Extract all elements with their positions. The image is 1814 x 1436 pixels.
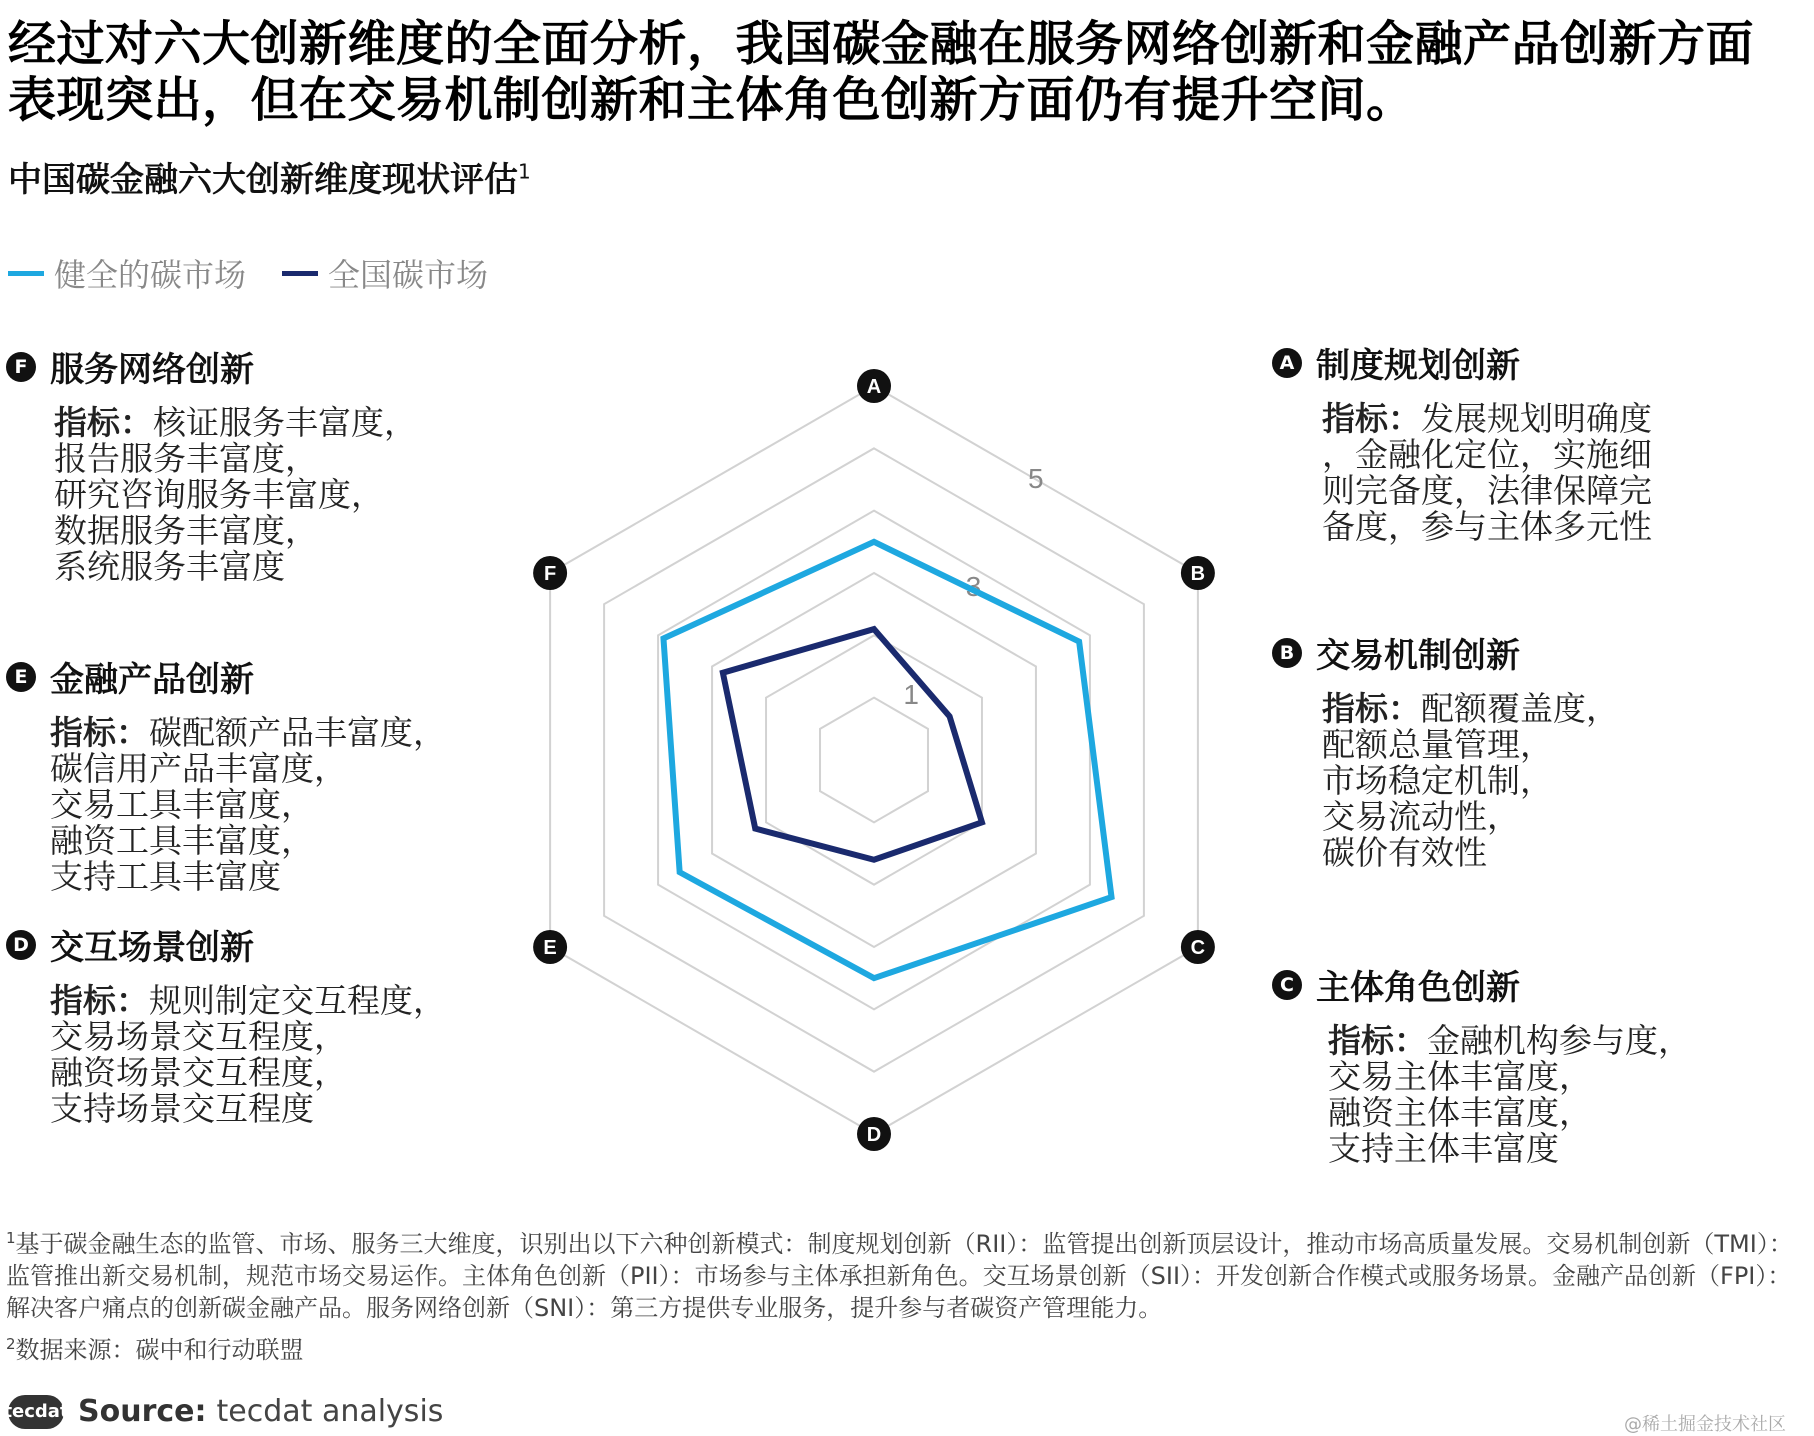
dimension-indicators: 指标：碳配额产品丰富度， 碳信用产品丰富度， 交易工具丰富度， 融资工具丰富度， 支持工具丰富度: [50, 713, 446, 896]
badge-f: F: [6, 352, 36, 382]
grid-ring-6: [550, 386, 1198, 1134]
badge-c: C: [1272, 970, 1302, 1000]
dimension-indicators: 指标：发展规划明确度 ，金融化定位，实施细 则完备度，法律保障完 备度，参与主体多元性: [1322, 399, 1652, 546]
source-text: tecdat analysis: [216, 1394, 444, 1429]
headline: 经过对六大创新维度的全面分析，我国碳金融在服务网络创新和金融产品创新方面表现突出，但在交易机制创新和主体角色创新方面仍有提升空间。: [8, 16, 1755, 128]
dimension-title: 金融产品创新: [50, 660, 254, 700]
series-line-mature-market: [663, 542, 1111, 978]
source-line: [3, 1394, 444, 1429]
grid-ring-4: [658, 511, 1090, 1010]
dimension-title: 制度规划创新: [1316, 346, 1520, 386]
dimension-title: 交互场景创新: [50, 928, 254, 968]
dimension-indicators: 指标：配额覆盖度， 配额总量管理， 市场稳定机制， 交易流动性， 碳价有效性: [1322, 689, 1619, 872]
footnote-2: $^2$数据来源：碳中和行动联盟: [6, 1335, 304, 1364]
axis-label-c: C: [1190, 937, 1206, 959]
axis-label-b: B: [1190, 563, 1206, 585]
badge-b: B: [1272, 638, 1302, 668]
scale-label: 3: [965, 571, 982, 603]
legend-label: 全国碳市场: [328, 256, 489, 294]
dimension-title: 主体角色创新: [1316, 968, 1520, 1008]
legend-label: 健全的碳市场: [54, 256, 247, 294]
badge-a: A: [1272, 348, 1302, 378]
dimension-indicators: 指标：金融机构参与度， 交易主体丰富度， 融资主体丰富度， 支持主体丰富度: [1328, 1021, 1691, 1168]
axis-label-f: F: [543, 563, 557, 585]
footnote-1: $^1$基于碳金融生态的监管、市场、服务三大维度，识别出以下六种创新模式：制度规划创新（RII）：监管提出创新顶层设计，推动市场高质量发展。交易机制创新（TMI）：监管推出新交易机制，规范市场交易运作。主体角色创新（PII）：市场参与主体承担新角色。交互场景创新（SII）：开发创新合作模式或服务场景。金融产品创新（FPI）：解决客户痛点的创新碳金融产品。服务网络创新（SNI）：第三方提供专业服务，提升参与者碳资产管理能力。: [6, 1229, 1793, 1322]
dimension-indicators: 指标：核证服务丰富度， 报告服务丰富度， 研究咨询服务丰富度， 数据服务丰富度， 系统服务丰富度: [54, 403, 417, 586]
dimension-title: 服务网络创新: [50, 350, 254, 390]
dimension-title: 交易机制创新: [1316, 636, 1520, 676]
grid-ring-1: [820, 698, 928, 823]
axis-label-e: E: [543, 937, 557, 959]
series-line-national-market: [723, 629, 982, 860]
scale-label: 5: [1028, 463, 1044, 495]
badge-e: E: [6, 662, 36, 692]
tecdat-logo: tecdat: [8, 1395, 64, 1429]
source-label: Source:: [78, 1394, 207, 1429]
axis-label-a: A: [866, 376, 882, 398]
footnote: [6, 1222, 1806, 1366]
scale-label: 1: [903, 679, 919, 711]
chart-subtitle: 中国碳金融六大创新维度现状评估$^1$: [8, 159, 531, 200]
watermark: @稀土掘金技术社区: [1624, 1414, 1786, 1435]
subtitle-footnote-marker: 1: [518, 159, 531, 184]
dimension-indicators: 指标：规则制定交互程度， 交易场景交互程度， 融资场景交互程度， 支持场景交互程度: [50, 981, 446, 1128]
badge-d: D: [6, 930, 36, 960]
axis-label-d: D: [866, 1124, 882, 1146]
grid-ring-2: [766, 635, 982, 884]
